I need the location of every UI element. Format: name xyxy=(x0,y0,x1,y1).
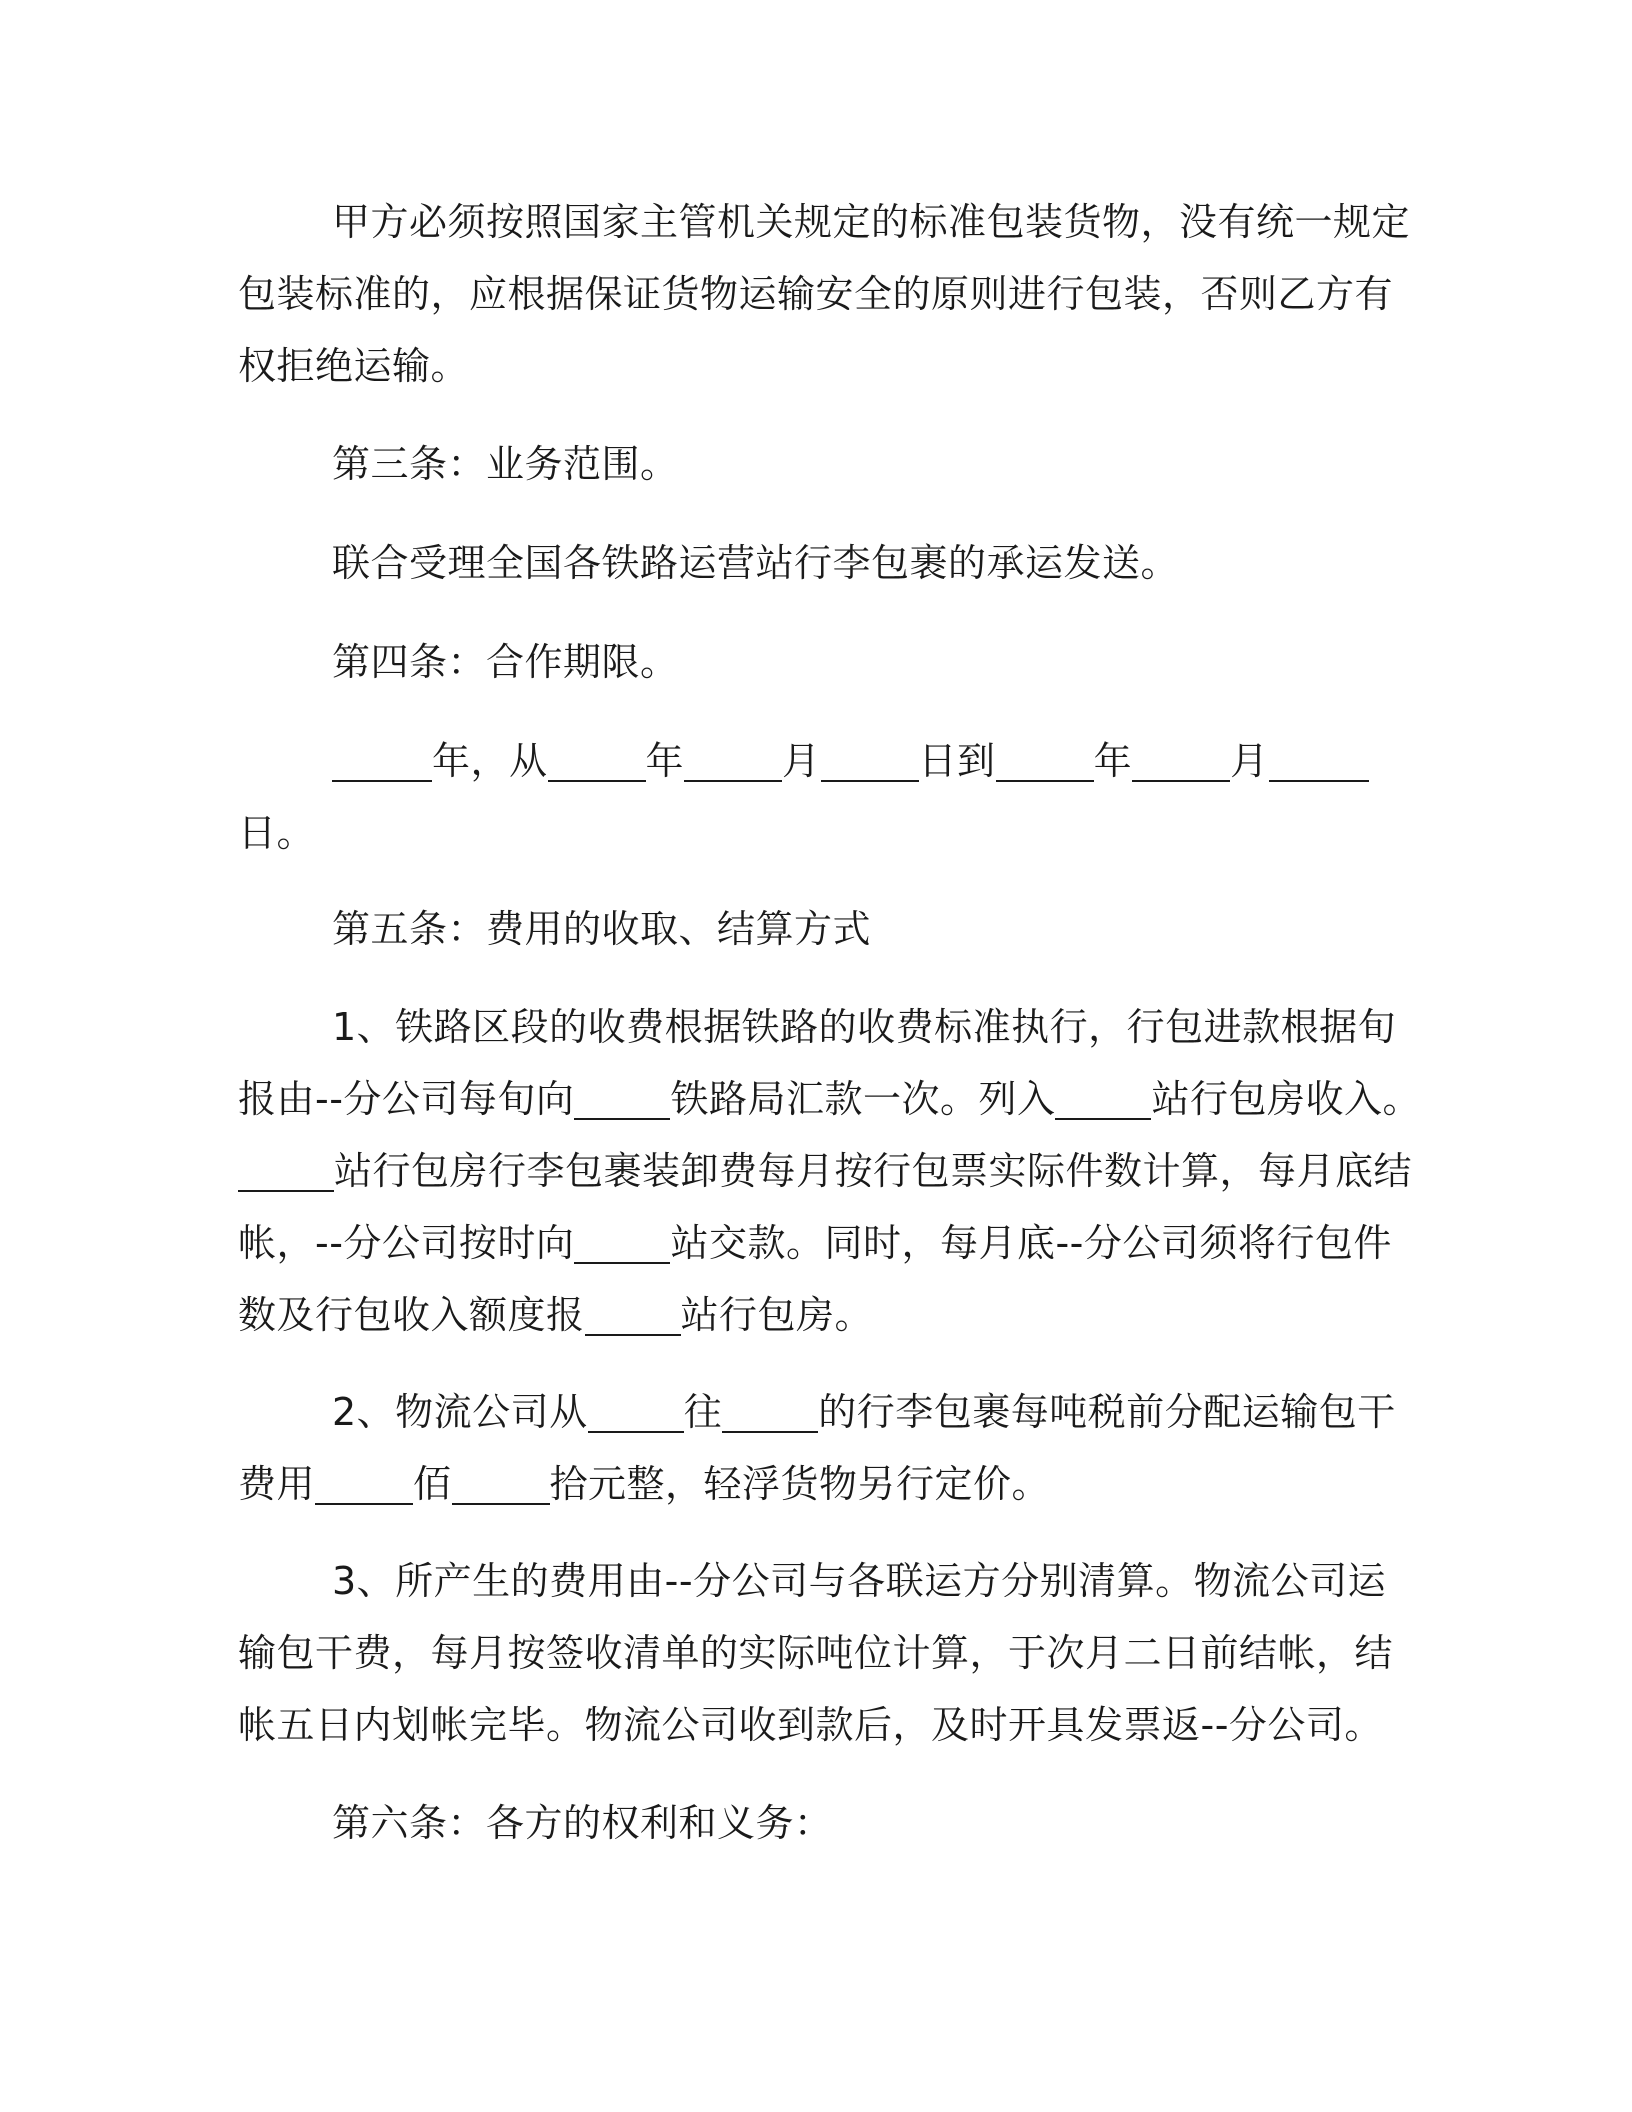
text-line xyxy=(238,1279,1388,1351)
article-5-item-1 xyxy=(238,991,1421,1351)
text-line xyxy=(238,1135,1413,1207)
text-line: 输包干费，每月按签收清单的实际吨位计算，于次月二日前结帐，结 xyxy=(238,1631,1394,1675)
text-line xyxy=(238,1063,1421,1135)
text-segment: 费用 xyxy=(238,1462,316,1506)
fill-in-blank[interactable] xyxy=(332,779,432,782)
text-segment: 铁路局汇款一次。列入 xyxy=(670,1077,1056,1121)
text-line: 1、铁路区段的收费根据铁路的收费标准执行，行包进款根据旬 xyxy=(332,1005,1397,1049)
fill-in-blank[interactable] xyxy=(1055,1117,1151,1120)
fill-in-blank[interactable] xyxy=(722,1430,818,1433)
fill-in-blank[interactable] xyxy=(548,779,646,782)
text-segment: 站行包房行李包裹装卸费每月按行包票实际件数计算，每月底结 xyxy=(334,1149,1413,1193)
text-segment: 站行包房。 xyxy=(680,1293,874,1337)
text-segment: 站交款。同时，每月底--分公司须将行包件 xyxy=(670,1221,1392,1265)
text-line xyxy=(238,1448,1388,1520)
text-segment: 2、物流公司从 xyxy=(332,1390,588,1434)
fill-in-blank[interactable] xyxy=(996,779,1094,782)
text-segment: 日到 xyxy=(918,739,996,783)
text-segment: 年 xyxy=(645,739,685,783)
fill-in-blank[interactable] xyxy=(238,1189,334,1192)
text-segment: 年，从 xyxy=(432,739,548,783)
heading-text: 第五条：费用的收取、结算方式 xyxy=(332,907,872,951)
text-segment: 月 xyxy=(1230,739,1269,783)
heading-text: 第四条：合作期限。 xyxy=(332,640,679,684)
term-line xyxy=(238,725,1388,797)
text-segment: 数及行包收入额度报 xyxy=(238,1293,585,1337)
paragraph-packaging xyxy=(238,186,1411,402)
fill-in-blank[interactable] xyxy=(452,1502,550,1505)
fill-in-blank[interactable] xyxy=(574,1117,670,1120)
text-segment: 往 xyxy=(683,1390,723,1434)
article-3-heading xyxy=(238,428,1388,500)
text-line: 权拒绝运输。 xyxy=(238,344,470,388)
text-segment: 报由--分公司每旬向 xyxy=(238,1077,575,1121)
text-line xyxy=(238,1376,1396,1448)
fill-in-blank[interactable] xyxy=(1132,779,1230,782)
text-segment: 帐，--分公司按时向 xyxy=(238,1221,575,1265)
article-5-item-2 xyxy=(238,1376,1396,1520)
text-line: 联合受理全国各铁路运营站行李包裹的承运发送。 xyxy=(332,541,1180,585)
text-segment: 站行包房收入。 xyxy=(1151,1077,1421,1121)
article-4-term xyxy=(238,725,1388,869)
fill-in-blank[interactable] xyxy=(315,1502,413,1505)
text-segment: 年 xyxy=(1093,739,1133,783)
heading-text: 第六条：各方的权利和义务： xyxy=(332,1801,833,1845)
text-segment: 拾元整，轻浮货物另行定价。 xyxy=(549,1462,1051,1506)
fill-in-blank[interactable] xyxy=(588,1430,684,1433)
article-6-heading xyxy=(238,1787,1388,1859)
article-5-item-3 xyxy=(238,1545,1394,1761)
fill-in-blank[interactable] xyxy=(574,1261,670,1264)
text-line xyxy=(238,1207,1392,1279)
text-line: 帐五日内划帐完毕。物流公司收到款后，及时开具发票返--分公司。 xyxy=(238,1703,1383,1747)
article-3-body xyxy=(238,527,1388,599)
article-4-heading xyxy=(238,626,1388,698)
fill-in-blank[interactable] xyxy=(585,1333,681,1336)
text-line: 甲方必须按照国家主管机关规定的标准包装货物，没有统一规定 xyxy=(332,200,1411,244)
text-line: 3、所产生的费用由--分公司与各联运方分别清算。物流公司运 xyxy=(332,1559,1387,1603)
text-line: 包装标准的，应根据保证货物运输安全的原则进行包装，否则乙方有 xyxy=(238,272,1394,316)
text-segment: 月 xyxy=(782,739,821,783)
fill-in-blank[interactable] xyxy=(1269,779,1369,782)
text-line: 日。 xyxy=(238,811,316,855)
article-5-heading xyxy=(238,893,1388,965)
text-segment: 佰 xyxy=(413,1462,452,1506)
heading-text: 第三条：业务范围。 xyxy=(332,442,679,486)
text-segment: 的行李包裹每吨税前分配运输包干 xyxy=(818,1390,1396,1434)
fill-in-blank[interactable] xyxy=(821,779,919,782)
fill-in-blank[interactable] xyxy=(684,779,782,782)
